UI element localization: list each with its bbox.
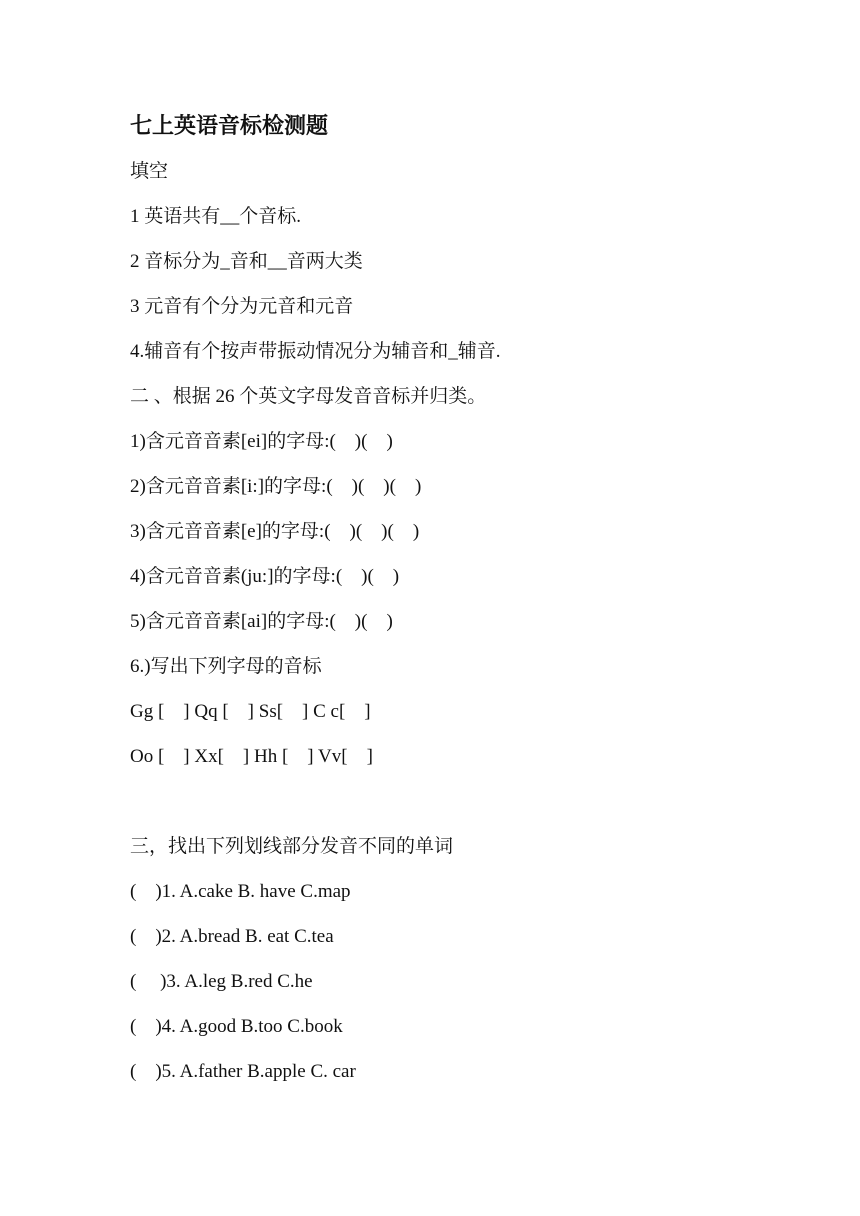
question-item: ( )3. A.leg B.red C.he: [130, 971, 313, 992]
question-item: 3 元音有个分为元音和元音: [130, 296, 354, 317]
question-item: ( )1. A.cake B. have C.map: [130, 881, 351, 902]
question-item: 5)含元音音素[ai]的字母:( )( ): [130, 611, 393, 632]
phonetic-row: Oo [ ] Xx[ ] Hh [ ] Vv[ ]: [130, 746, 373, 767]
question-item: 2 音标分为_音和__音两大类: [130, 251, 363, 272]
question-item: 4.辅音有个按声带振动情况分为辅音和_辅音.: [130, 341, 501, 362]
phonetic-row: Gg [ ] Qq [ ] Ss[ ] C c[ ]: [130, 701, 371, 722]
question-item: 1)含元音音素[ei]的字母:( )( ): [130, 431, 393, 452]
question-item: ( )5. A.father B.apple C. car: [130, 1061, 356, 1082]
question-item: 3)含元音音素[e]的字母:( )( )( ): [130, 521, 420, 542]
question-item: 1 英语共有__个音标.: [130, 206, 302, 227]
section-heading-pronunciation: 三，找出下列划线部分发音不同的单词: [130, 836, 454, 857]
document-title: 七上英语音标检测题: [130, 113, 329, 138]
section-heading-fill-blanks: 填空: [130, 161, 169, 182]
question-item: 6.)写出下列字母的音标: [130, 656, 322, 677]
question-item: 2)含元音音素[i:]的字母:( )( )( ): [130, 476, 422, 497]
question-item: ( )2. A.bread B. eat C.tea: [130, 926, 334, 947]
question-item: ( )4. A.good B.too C.book: [130, 1016, 343, 1037]
question-item: 4)含元音音素(ju:]的字母:( )( ): [130, 566, 400, 587]
section-heading-classify: 二 、根据 26 个英文字母发音音标并归类。: [130, 386, 487, 407]
